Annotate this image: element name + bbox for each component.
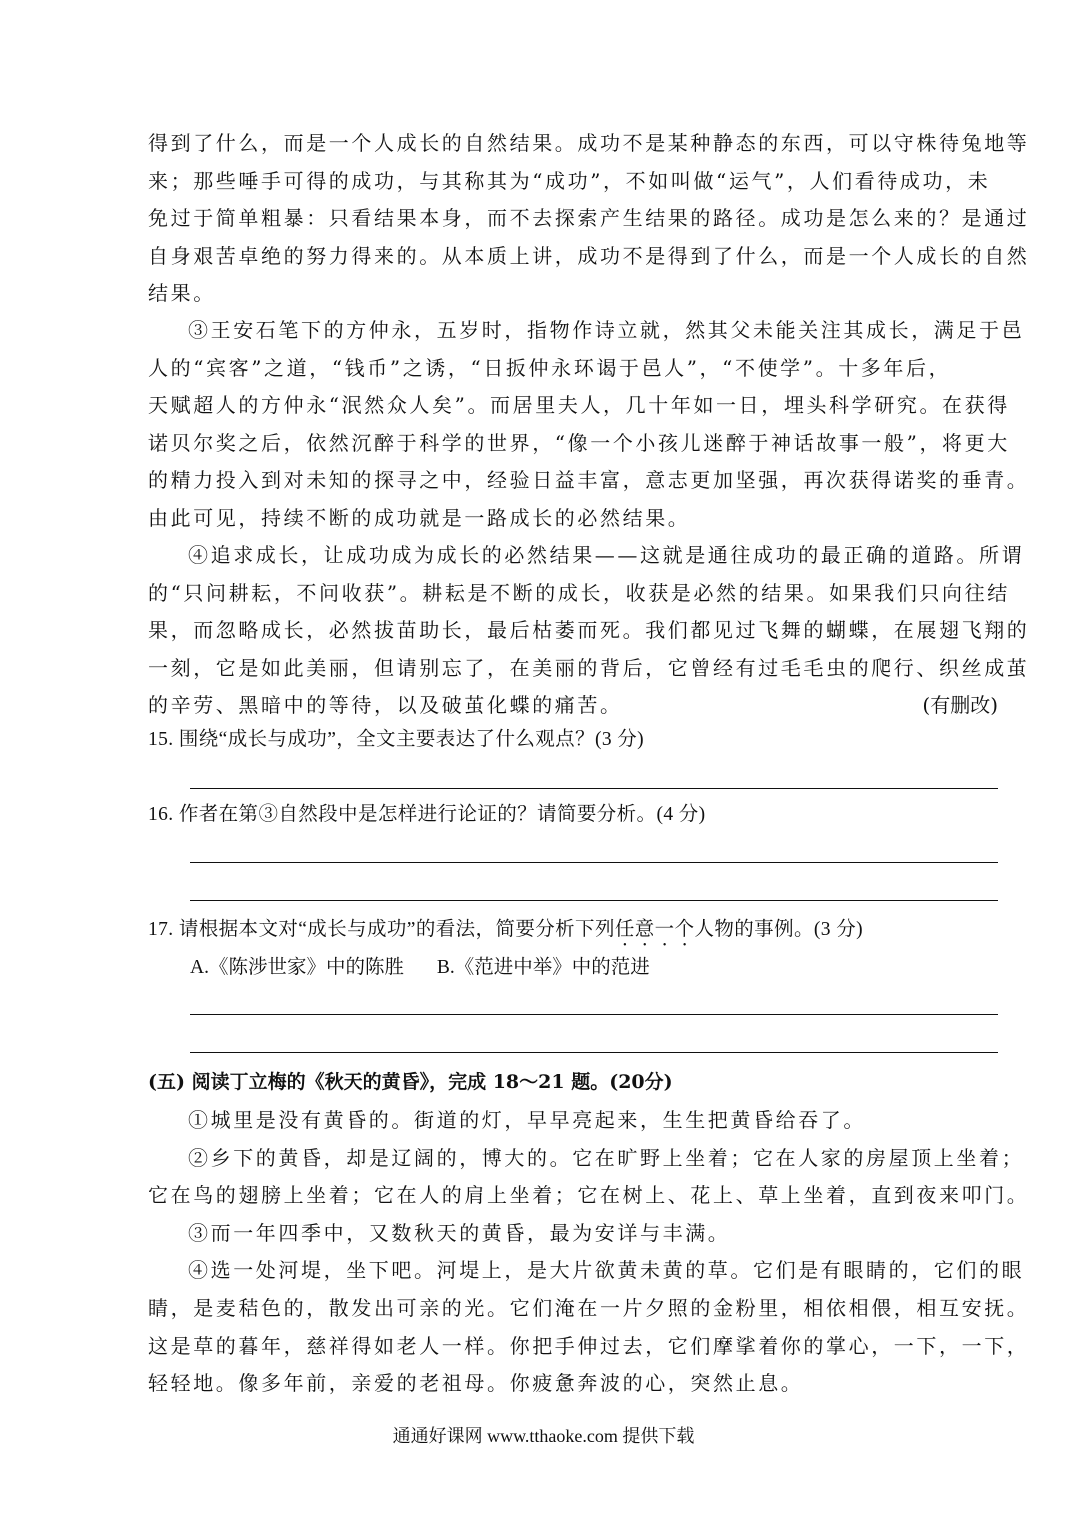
text-line: 诺贝尔奖之后，依然沉醉于科学的世界，“像一个小孩儿迷醉于神话故事一般”，将更大 [148,430,1010,455]
text-line: ②乡下的黄昏，却是辽阔的，博大的。它在旷野上坐着；它在人家的房屋顶上坐着； [188,1145,1025,1170]
answer-line[interactable] [190,862,998,863]
paragraph-3 [148,312,1030,538]
text-line: 自身艰苦卓绝的努力得来的。从本质上讲，成功不是得到了什么，而是一个人成长的自然 [148,243,1030,268]
answer-line[interactable] [190,1052,998,1053]
text-line: ④选一处河堤，坐下吧。河堤上，是大片欲黄未黄的草。它们是有眼睛的，它们的眼 [188,1258,1025,1283]
question-17-options [190,953,678,983]
option-a: A.《陈涉世家》中的陈胜 [190,957,404,978]
text-line [148,687,998,725]
answer-line[interactable] [190,900,998,901]
text-line: ③王安石笔下的方仲永，五岁时，指物作诗立就，然其父未能关注其成长，满足于邑 [188,318,1025,342]
text-line: ①城里是没有黄昏的。街道的灯，早早亮起来，生生把黄昏给吞了。 [188,1108,866,1132]
question-15: 15. 围绕“成长与成功”，全文主要表达了什么观点？(3 分) [148,729,645,750]
question-17 [148,915,998,951]
text-line: 人的“宾客”之道，“钱币”之诱，“日扳仲永环谒于邑人”，“不使学”。十多年后， [148,355,952,380]
section-5-passage [148,1102,1030,1403]
text-line: 轻轻地。像多年前，亲爱的老祖母。你疲惫奔波的心，突然止息。 [148,1371,804,1396]
page-footer: 通通好课网 www.tthaoke.com 提供下载 [392,1426,695,1446]
text-line: 的精力投入到对未知的探寻之中，经验日益丰富，意志更加坚强，再次获得诺奖的垂青。 [148,468,1030,493]
option-b: B.《范进中举》中的范进 [436,957,650,978]
text-line: 这是草的暮年，慈祥得如老人一样。你把手伸过去，它们摩挲着你的掌心，一下，一下， [148,1333,1030,1358]
text-line: ③而一年四季中，又数秋天的黄昏，最为安详与丰满。 [188,1220,731,1245]
text-line: 由此可见，持续不断的成功就是一路成长的必然结果。 [148,505,691,530]
text-line: ④追求成长，让成功成为成长的必然结果——这就是通往成功的最正确的道路。所谓 [188,543,1025,567]
text-line: 结果。 [148,281,216,306]
question-16: 16. 作者在第③自然段中是怎样进行论证的？请简要分析。(4 分) [148,804,706,825]
source-note: (有删改) [922,693,998,718]
emphasis-text: 任意一个 [614,919,695,940]
answer-line[interactable] [190,1014,998,1015]
answer-line[interactable] [190,788,998,789]
text-line: 的“只问耕耘，不问收获”。耕耘是不断的成长，收获是必然的结果。如果我们只向往结 [148,580,1010,605]
text-line: 一刻，它是如此美丽，但请别忘了，在美丽的背后，它曾经有过毛毛虫的爬行、织丝成茧 [148,655,1030,680]
text-line: 来；那些唾手可得的成功，与其称其为“成功”，不如叫做“运气”，人们看待成功，未 [148,168,991,193]
paragraph-4 [148,537,1030,725]
section-5-title: (五) 阅读丁立梅的《秋天的黄昏》，完成 18～21 题。(20分) [148,1071,673,1093]
text-line: 它在鸟的翅膀上坐着；它在人的肩上坐着；它在树上、花上、草上坐着，直到夜来叩门。 [148,1183,1030,1208]
text-line: 天赋超人的方仲永“泯然众人矣”。而居里夫人，几十年如一日，埋头科学研究。在获得 [148,393,1010,418]
text-line: 得到了什么，而是一个人成长的自然结果。成功不是某种静态的东西，可以守株待兔地等 [148,131,1030,155]
text-line: 果，而忽略成长，必然拔苗助长，最后枯萎而死。我们都见过飞舞的蝴蝶，在展翅飞翔的 [148,618,1030,643]
paragraph-2 [148,125,1030,313]
text-line: 免过于简单粗暴：只看结果本身，而不去探索产生结果的路径。成功是怎么来的？是通过 [148,206,1030,231]
text-segment: 的辛劳、黑暗中的等待，以及破茧化蝶的痛苦。 [148,693,623,718]
question-17-text-end: 人物的事例。(3 分) [694,919,863,940]
text-line: 睛，是麦秸色的，散发出可亲的光。它们淹在一片夕照的金粉里，相依相偎，相互安抚。 [148,1295,1030,1320]
question-17-text: 17. 请根据本文对“成长与成功”的看法，简要分析下列 [148,919,615,940]
